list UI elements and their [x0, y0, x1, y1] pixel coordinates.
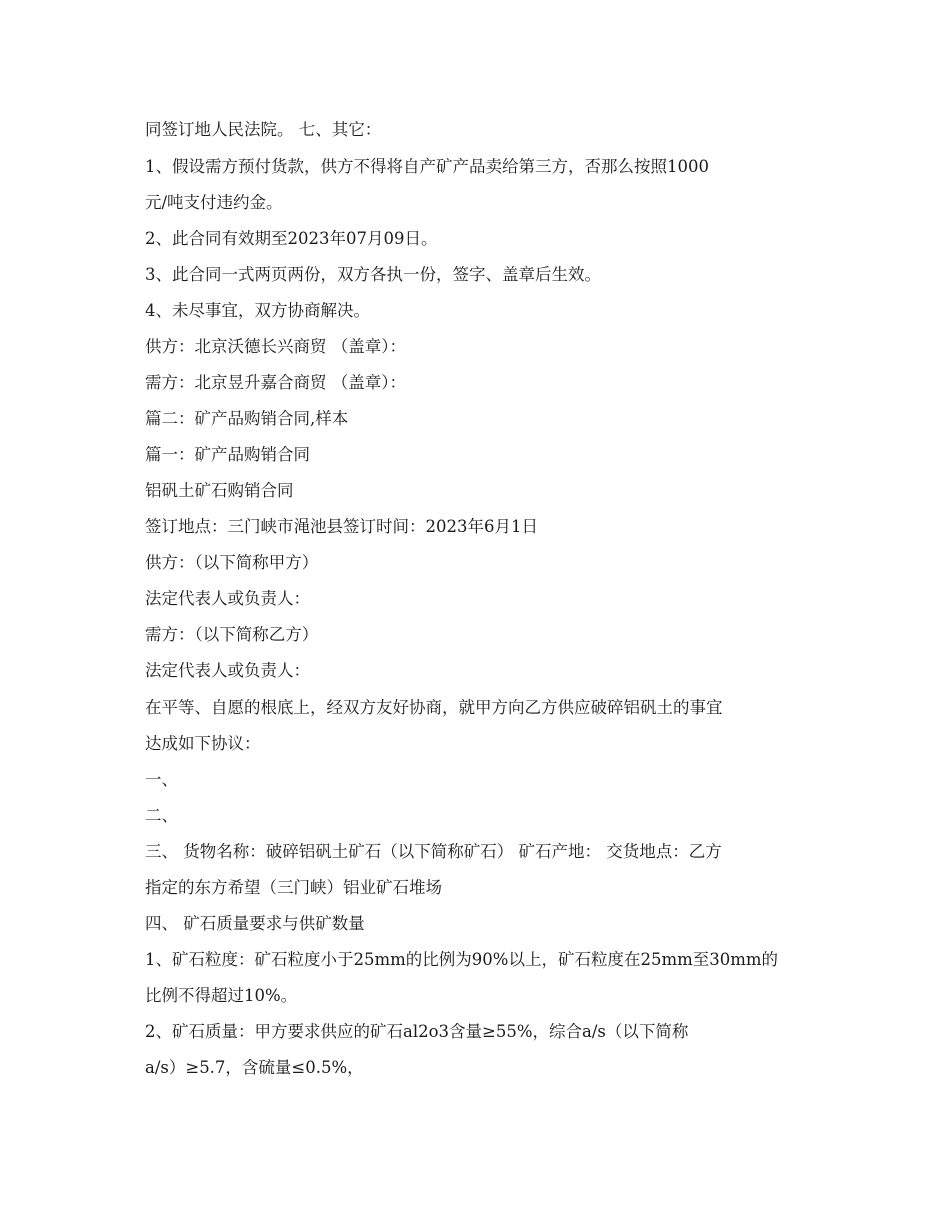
text-line: 三、 货物名称：破碎铝矾土矿石（以下简称矿石） 矿石产地： 交货地点：乙方 — [145, 842, 722, 861]
text-line: 篇二：矿产品购销合同,样本 — [145, 409, 349, 428]
text-line: 在平等、自愿的根底上，经双方友好协商，就甲方向乙方供应破碎铝矾土的事宜 — [145, 698, 723, 717]
text-line: 供方：北京沃德长兴商贸 （盖章）： — [145, 337, 406, 356]
text-line: 1、假设需方预付货款，供方不得将自产矿产品卖给第三方，否那么按照1000 — [145, 157, 709, 176]
text-line: 供方：（以下简称甲方） — [145, 553, 319, 572]
text-line: 铝矾土矿石购销合同 — [145, 481, 294, 500]
text-line: 1、矿石粒度：矿石粒度小于25mm的比例为90%以上，矿石粒度在25mm至30mm的 — [145, 950, 779, 969]
text-line: 2、此合同有效期至2023年07月09日。 — [145, 229, 438, 248]
text-line: 一、 — [145, 770, 178, 789]
text-line: 法定代表人或负责人： — [145, 589, 310, 608]
text-line: 4、未尽事宜，双方协商解决。 — [145, 301, 370, 320]
text-line: 元/吨支付违约金。 — [145, 193, 283, 212]
text-line: a/s）≥5.7，含硫量≤0.5%， — [145, 1058, 364, 1077]
text-line: 同签订地人民法院。 七、其它： — [145, 120, 382, 139]
text-line: 指定的东方希望（三门峡）铝业矿石堆场 — [145, 878, 442, 897]
text-line: 2、矿石质量：甲方要求供应的矿石al2o3含量≥55%，综合a/s（以下简称 — [145, 1022, 689, 1041]
text-line: 比例不得超过10%。 — [145, 986, 298, 1005]
text-line: 四、 矿石质量要求与供矿数量 — [145, 914, 365, 933]
text-line: 3、此合同一式两页两份，双方各执一份，签字、盖章后生效。 — [145, 265, 601, 284]
text-line: 需方：（以下简称乙方） — [145, 625, 319, 644]
text-line: 需方：北京昱升嘉合商贸 （盖章）： — [145, 373, 406, 392]
text-line: 签订地点：三门峡市渑池县签订时间：2023年6月1日 — [145, 517, 538, 536]
text-line: 法定代表人或负责人： — [145, 661, 310, 680]
text-line: 达成如下协议： — [145, 734, 261, 753]
text-line: 篇一：矿产品购销合同 — [145, 445, 310, 464]
text-line: 二、 — [145, 806, 178, 825]
